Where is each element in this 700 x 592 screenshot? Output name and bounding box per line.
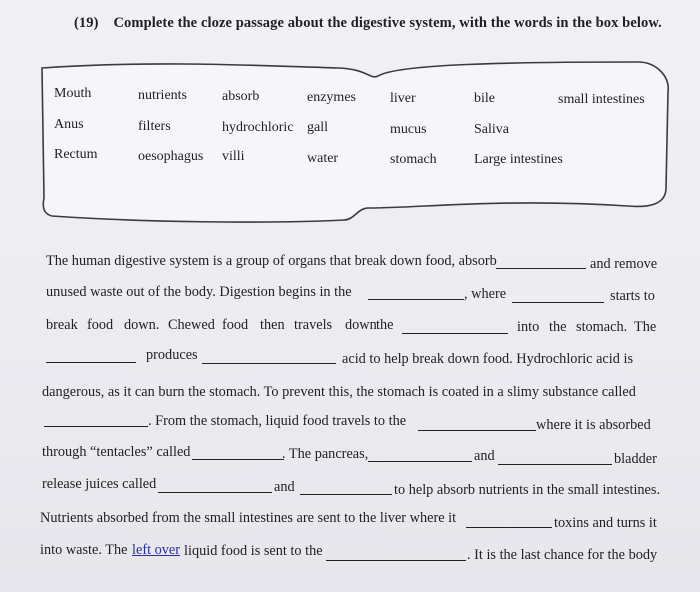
word-saliva: Saliva — [474, 122, 509, 137]
word-mouth: Mouth — [54, 86, 92, 101]
blank-3[interactable] — [512, 302, 604, 303]
passage-line-6b: where it is absorbed — [536, 417, 651, 433]
word-stomach: stomach — [390, 152, 437, 167]
passage-line-1a: The human digestive system is a group of organs that break down food, absorb — [46, 253, 497, 269]
word-water: water — [307, 151, 339, 166]
passage-line-7b: . The pancreas, — [282, 446, 369, 462]
passage-line-3-into: into — [517, 319, 540, 335]
passage-line-4a: produces — [146, 347, 198, 363]
word-mucus: mucus — [390, 122, 427, 137]
passage-line-3-chewed: Chewed — [168, 317, 215, 333]
passage-line-2b: , where — [464, 286, 507, 302]
blank-8[interactable] — [418, 430, 536, 431]
word-box-scroll-outline — [38, 58, 678, 226]
blank-15[interactable] — [326, 560, 466, 561]
passage-line-3-food: food — [87, 317, 114, 333]
word-anus: Anus — [54, 117, 84, 132]
blank-9[interactable] — [192, 459, 284, 460]
blank-4[interactable] — [402, 333, 508, 334]
passage-line-10a: into waste. The — [40, 542, 128, 558]
passage-line-3-food2: food — [222, 317, 249, 333]
word-box — [38, 58, 678, 226]
passage-line-10c: liquid food is sent to the — [184, 543, 323, 559]
word-liver: liver — [390, 91, 416, 106]
word-bile: bile — [474, 91, 495, 106]
blank-12[interactable] — [158, 492, 272, 493]
passage-line-3-stomach: stomach. — [576, 319, 628, 335]
blank-1[interactable] — [496, 268, 586, 269]
word-filters: filters — [138, 119, 171, 134]
passage-line-8c: to help absorb nutrients in the small intestines. — [394, 482, 661, 498]
word-small-intestines: small intestines — [558, 92, 645, 107]
passage-line-3-down: down. — [124, 317, 160, 333]
passage-line-3-the3: The — [634, 319, 657, 335]
passage-line-3-travels: travels — [294, 317, 333, 333]
word-hydrochloric: hydrochloric — [222, 120, 294, 135]
passage-line-8b: and — [274, 479, 295, 495]
blank-7[interactable] — [44, 426, 148, 427]
question-number: (19) — [74, 15, 99, 31]
word-gall: gall — [307, 120, 328, 135]
word-large-intestines: Large intestines — [474, 152, 563, 167]
passage-line-7c: and — [474, 448, 495, 464]
word-enzymes: enzymes — [307, 90, 356, 105]
word-nutrients: nutrients — [138, 88, 187, 103]
passage-line-3-break: break — [46, 317, 78, 333]
passage-line-7a: through “tentacles” called — [42, 444, 191, 460]
passage-line-3-the: the — [376, 317, 394, 333]
word-absorb: absorb — [222, 89, 260, 104]
blank-2[interactable] — [368, 299, 464, 300]
passage-line-8a: release juices called — [42, 476, 157, 492]
blank-14[interactable] — [466, 527, 552, 528]
passage-line-1b: and remove — [590, 256, 658, 272]
passage-line-4b: acid to help break down food. Hydrochloric acid is — [342, 351, 634, 367]
passage-line-10-leftover: left over — [132, 542, 181, 558]
passage-line-3-the2: the — [549, 319, 567, 335]
passage-line-2c: starts to — [610, 288, 655, 304]
passage-line-9b: toxins and turns it — [554, 515, 657, 531]
blank-13[interactable] — [300, 494, 392, 495]
word-oesophagus: oesophagus — [138, 149, 204, 164]
word-rectum: Rectum — [54, 147, 98, 162]
passage-line-3-down2: down — [345, 317, 377, 333]
passage-line-3-then: then — [260, 317, 285, 333]
blank-10[interactable] — [368, 461, 472, 462]
question-prompt: Complete the cloze passage about the digestive system, with the words in the box below. — [113, 15, 662, 31]
passage-line-2a: unused waste out of the body. Digestion begins in the — [46, 284, 352, 300]
blank-6[interactable] — [202, 363, 336, 364]
blank-5[interactable] — [46, 362, 136, 363]
passage-line-10d: . It is the last chance for the body — [467, 547, 658, 563]
passage-line-6a: . From the stomach, liquid food travels to the — [148, 413, 407, 429]
word-villi: villi — [222, 149, 245, 164]
question-heading — [74, 15, 662, 32]
passage-line-5: dangerous, as it can burn the stomach. To prevent this, the stomach is coated in a slimy substance called — [42, 384, 636, 400]
blank-11[interactable] — [498, 464, 612, 465]
passage-line-7d: bladder — [614, 451, 657, 467]
passage-line-9a: Nutrients absorbed from the small intestines are sent to the liver where it — [40, 510, 457, 526]
